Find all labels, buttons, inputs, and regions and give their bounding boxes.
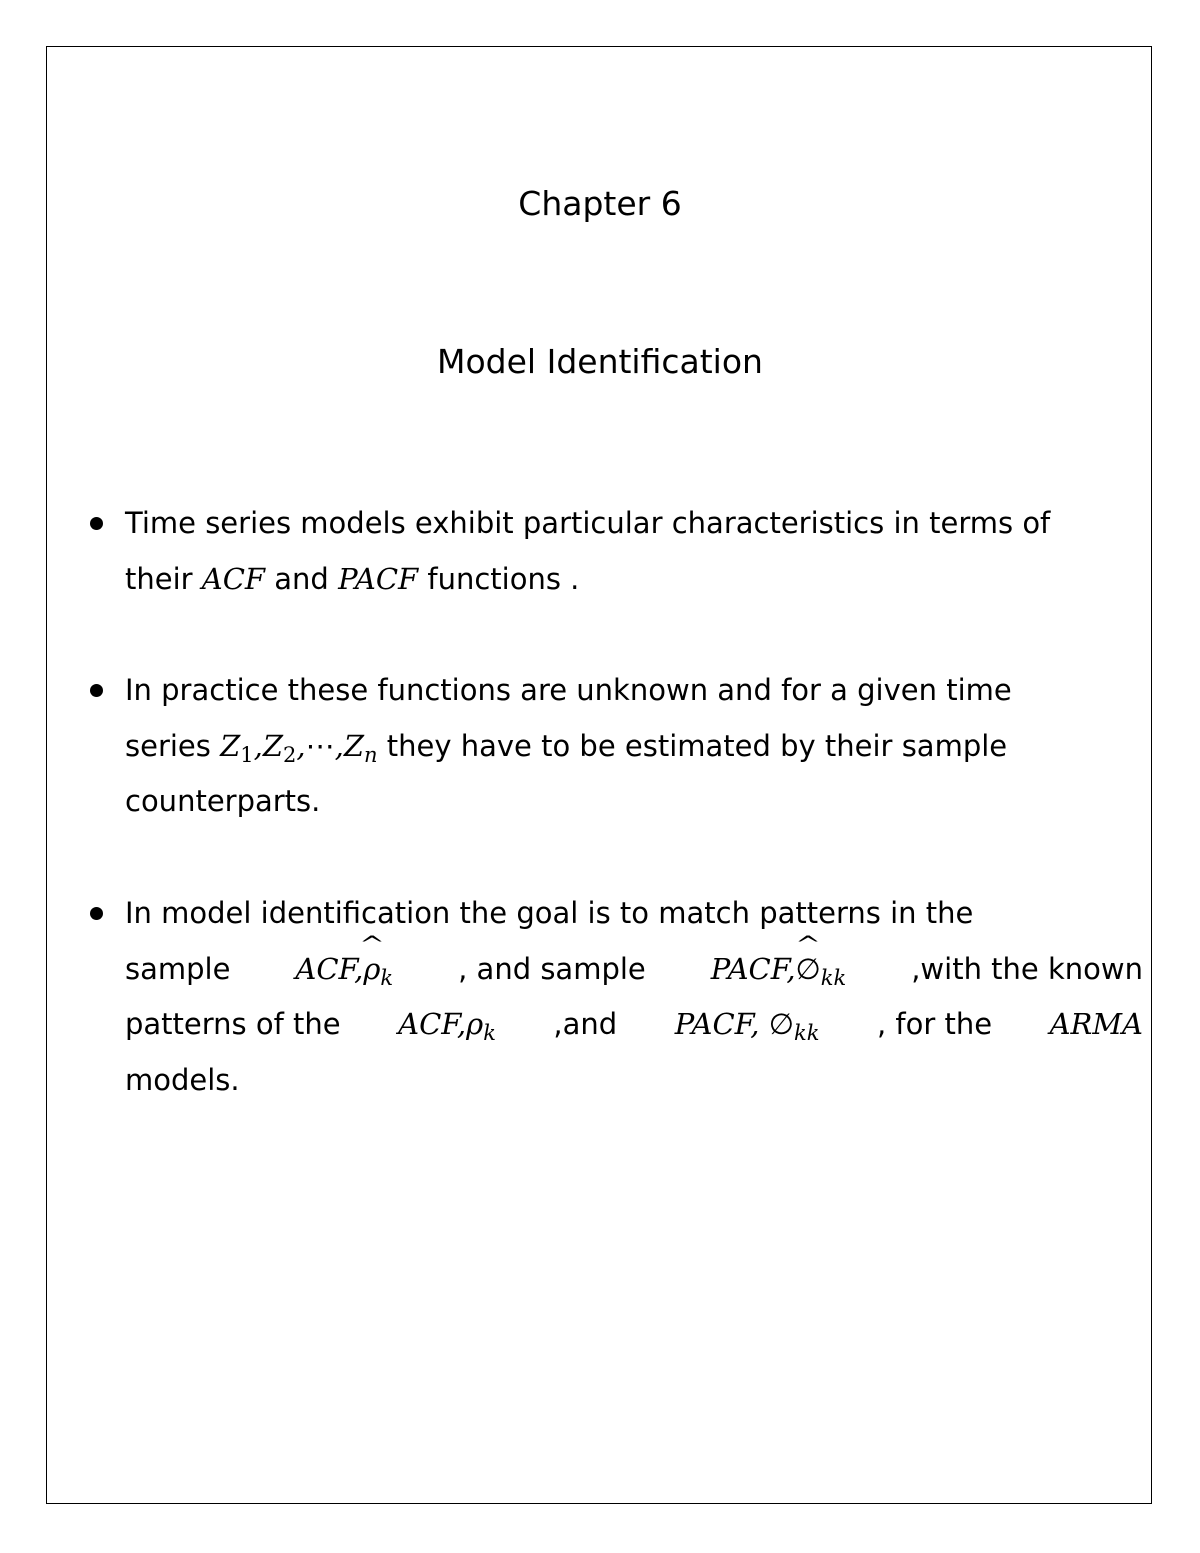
bullet-1-text: and xyxy=(265,561,339,596)
bullet-2-line-3: counterparts. xyxy=(125,784,321,818)
bullet-3-word: ,and xyxy=(553,1007,618,1041)
math-pacf: PACF xyxy=(710,951,787,986)
chapter-title: Chapter 6 xyxy=(518,184,682,223)
bullet-1-text: their xyxy=(125,561,202,596)
bullet-3-word: ,with the known xyxy=(911,951,1143,986)
bullet-3-group xyxy=(675,997,820,1053)
math-z: Z xyxy=(262,728,284,763)
math-pacf: PACF xyxy=(338,561,419,596)
math-subscript: 1 xyxy=(240,742,254,767)
math-comma: , xyxy=(456,1007,467,1041)
math-comma: , xyxy=(786,951,796,986)
bullet-3-word: , and sample xyxy=(458,951,646,986)
math-subscript: kk xyxy=(794,1021,820,1045)
math-arma: ARMA xyxy=(1049,1007,1143,1041)
math-comma: , xyxy=(296,728,306,763)
bullet-icon xyxy=(90,907,103,920)
bullet-2-line-1: In practice these functions are unknown and for a given time xyxy=(125,673,1012,707)
math-phi: ∅ xyxy=(768,1007,794,1041)
bullet-3-word: , for the xyxy=(876,1007,993,1041)
math-acf: ACF xyxy=(398,1007,457,1041)
math-subscript: 2 xyxy=(283,742,297,767)
bullet-item-acf-pacf xyxy=(125,496,1143,607)
bullet-3-line-3 xyxy=(125,997,1143,1053)
math-acf: ACF xyxy=(201,561,266,596)
bullet-1-text: functions . xyxy=(418,561,580,596)
math-z: Z xyxy=(343,728,364,763)
math-subscript: k xyxy=(380,965,394,990)
bullet-3-word: patterns of the xyxy=(125,1007,341,1041)
bullet-3-group xyxy=(295,942,393,998)
bullet-3-line-2 xyxy=(125,942,1143,998)
bullet-3-line-1: In model identification the goal is to match patterns in the xyxy=(125,896,974,930)
math-subscript: k xyxy=(483,1021,496,1045)
math-z: Z xyxy=(220,728,241,763)
math-ellipsis: ⋯ xyxy=(305,728,335,763)
bullet-1-line-1: Time series models exhibit particular characteristics in terms of xyxy=(125,506,1051,540)
bullet-2-text: they have to be estimated by their sample xyxy=(377,728,1008,763)
math-comma: , xyxy=(253,728,263,763)
math-pacf: PACF xyxy=(674,1007,751,1041)
math-comma: , xyxy=(334,728,344,763)
bullet-3-group xyxy=(711,942,847,998)
bullet-item-estimation xyxy=(125,663,1143,830)
math-comma: , xyxy=(354,951,364,986)
bullet-icon xyxy=(90,517,103,530)
math-subscript: kk xyxy=(820,965,847,990)
bullet-item-model-identification xyxy=(125,886,1143,1108)
math-rho: ρ xyxy=(466,1007,484,1041)
math-rho-hat: ^ ρ xyxy=(363,942,380,998)
section-title: Model Identification xyxy=(437,342,763,381)
bullet-icon xyxy=(90,684,103,697)
math-comma: , xyxy=(750,1007,760,1041)
bullet-2-text: series xyxy=(125,728,221,763)
bullet-3-group xyxy=(398,997,496,1053)
math-phi-hat: ^ ∅ xyxy=(796,942,821,998)
math-acf: ACF xyxy=(295,951,355,986)
bullet-3-line-4: models. xyxy=(125,1062,240,1097)
bullet-3-word: sample xyxy=(125,951,231,986)
math-subscript: n xyxy=(363,742,378,767)
